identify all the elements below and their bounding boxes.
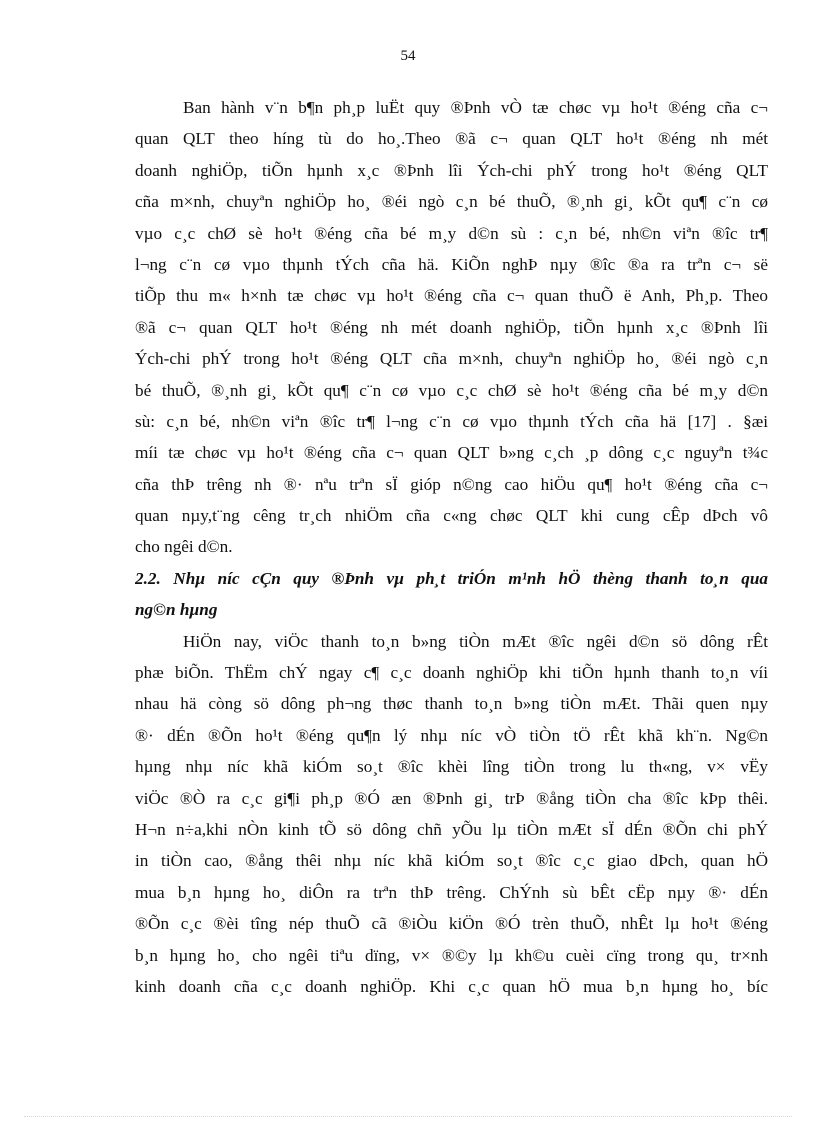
paragraph-line: cña m×nh, chuyªn nghiÖp ho¸ ®éi ngò c¸n bé thuÕ, ®¸nh gi¸ kÕt qu¶ c¨n cø bbox=[135, 192, 768, 212]
paragraph-line: tiÕp thu m« h×nh tæ chøc vµ ho¹t ®éng cña c¬ quan thuÕ ë Anh, Ph¸p. Theo bbox=[135, 286, 768, 306]
paragraph-line: sù: c¸n bé, nh©n viªn ®îc tr¶ l¬ng c¨n cø vµo thµnh tÝch cña hä [17] . §æi bbox=[135, 411, 768, 431]
paragraph-line: b¸n hµng ho¸ cho ngêi tiªu dïng, v× ®©y lµ kh©u cuèi cïng trong qu¸ tr×nh bbox=[135, 945, 768, 965]
paragraph-line: viÖc ®Ò ra c¸c gi¶i ph¸p ®Ó æn ®Þnh gi¸ trÞ ®ång tiÒn cha ®îc kÞp thêi. bbox=[135, 788, 768, 808]
paragraph-line: nhau hä còng sö dông ph¬ng thøc thanh to¸n b»ng tiÒn mÆt. Thãi quen nµy bbox=[135, 694, 768, 714]
section-heading-line: 2.2. Nhµ níc cÇn quy ®Þnh vµ ph¸t triÓn m¹nh hÖ thèng thanh to¸n qua bbox=[135, 568, 768, 588]
paragraph-line: ®· dÉn ®Õn ho¹t ®éng qu¶n lý nhµ níc vÒ tiÒn tÖ rÊt khã kh¨n. Ng©n bbox=[135, 725, 768, 745]
paragraph-line: kinh doanh cña c¸c doanh nghiÖp. Khi c¸c quan hÖ mua b¸n hµng ho¸ bíc bbox=[135, 976, 768, 996]
paragraph-line: cho ngêi d©n. bbox=[135, 537, 233, 557]
paragraph-line: quan QLT theo híng tù do ho¸.Theo ®ã c¬ quan QLT ho¹t ®éng nh mét bbox=[135, 129, 768, 149]
paragraph-line: H¬n n÷a,khi nÒn kinh tÕ sö dông chñ yÕu lµ tiÒn mÆt sÏ dÉn ®Õn chi phÝ bbox=[135, 819, 768, 839]
paragraph-line: doanh nghiÖp, tiÕn hµnh x¸c ®Þnh lîi Ých-chi phÝ trong ho¹t ®éng QLT bbox=[135, 160, 768, 180]
paragraph-line: bé thuÕ, ®¸nh gi¸ kÕt qu¶ c¨n cø vµo c¸c chØ sè ho¹t ®éng cña bé m¸y d©n bbox=[135, 380, 768, 400]
paragraph-line: l¬ng c¨n cø vµo thµnh tÝch cña hä. KiÕn nghÞ nµy ®îc ®a ra trªn c¬ së bbox=[135, 254, 768, 274]
paragraph-line: HiÖn nay, viÖc thanh to¸n b»ng tiÒn mÆt ®îc ngêi d©n sö dông rÊt bbox=[183, 631, 768, 651]
paragraph-line: míi tæ chøc vµ ho¹t ®éng cña c¬ quan QLT b»ng c¸ch ¸p dông c¸c nguyªn t¾c bbox=[135, 443, 768, 463]
paragraph-line: phæ biÕn. ThËm chÝ ngay c¶ c¸c doanh nghiÖp khi tiÕn hµnh thanh to¸n víi bbox=[135, 663, 768, 683]
paragraph-line: ®Õn c¸c ®èi tîng nép thuÕ cã ®iÒu kiÖn ®Ó trèn thuÕ, nhÊt lµ ho¹t ®éng bbox=[135, 914, 768, 934]
paragraph-line: quan nµy,t¨ng cêng tr¸ch nhiÖm cña c«ng chøc QLT khi cung cÊp dÞch vô bbox=[135, 506, 768, 526]
paragraph-line: hµng nhµ níc khã kiÓm so¸t ®îc khèi lîng tiÒn trong lu th«ng, v× vËy bbox=[135, 757, 768, 777]
paragraph-line: Ých-chi phÝ trong ho¹t ®éng QLT cña m×nh, chuyªn nghiÖp ho¸ ®éi ngò c¸n bbox=[135, 349, 768, 369]
section-heading-line: ng©n hµng bbox=[135, 600, 218, 620]
page-number: 54 bbox=[400, 48, 416, 64]
paragraph-line: vµo c¸c chØ sè ho¹t ®éng cña bé m¸y d©n sù : c¸n bé, nh©n viªn ®îc tr¶ bbox=[135, 223, 768, 243]
document-body bbox=[135, 92, 768, 1002]
paragraph-line: ®ã c¬ quan QLT ho¹t ®éng nh mét doanh nghiÖp, tiÕn hµnh x¸c ®Þnh lîi bbox=[135, 317, 768, 337]
paragraph-line: mua b¸n hµng ho¸ diÔn ra trªn thÞ trêng. ChÝnh sù bÊt cËp nµy ®· dÉn bbox=[135, 882, 768, 902]
paragraph-line: Ban hành v¨n b¶n ph¸p luËt quy ®Þnh vÒ tæ chøc vµ ho¹t ®éng cña c¬ bbox=[183, 98, 768, 117]
paragraph-line: in tiÒn cao, ®ång thêi nhµ níc khã kiÓm so¸t ®îc c¸c giao dÞch, quan hÖ bbox=[135, 851, 768, 871]
page-bottom-divider bbox=[24, 1116, 792, 1117]
paragraph-line: cña thÞ trêng nh ®· nªu trªn sÏ gióp n©ng cao hiÖu qu¶ ho¹t ®éng cña c¬ bbox=[135, 474, 768, 494]
